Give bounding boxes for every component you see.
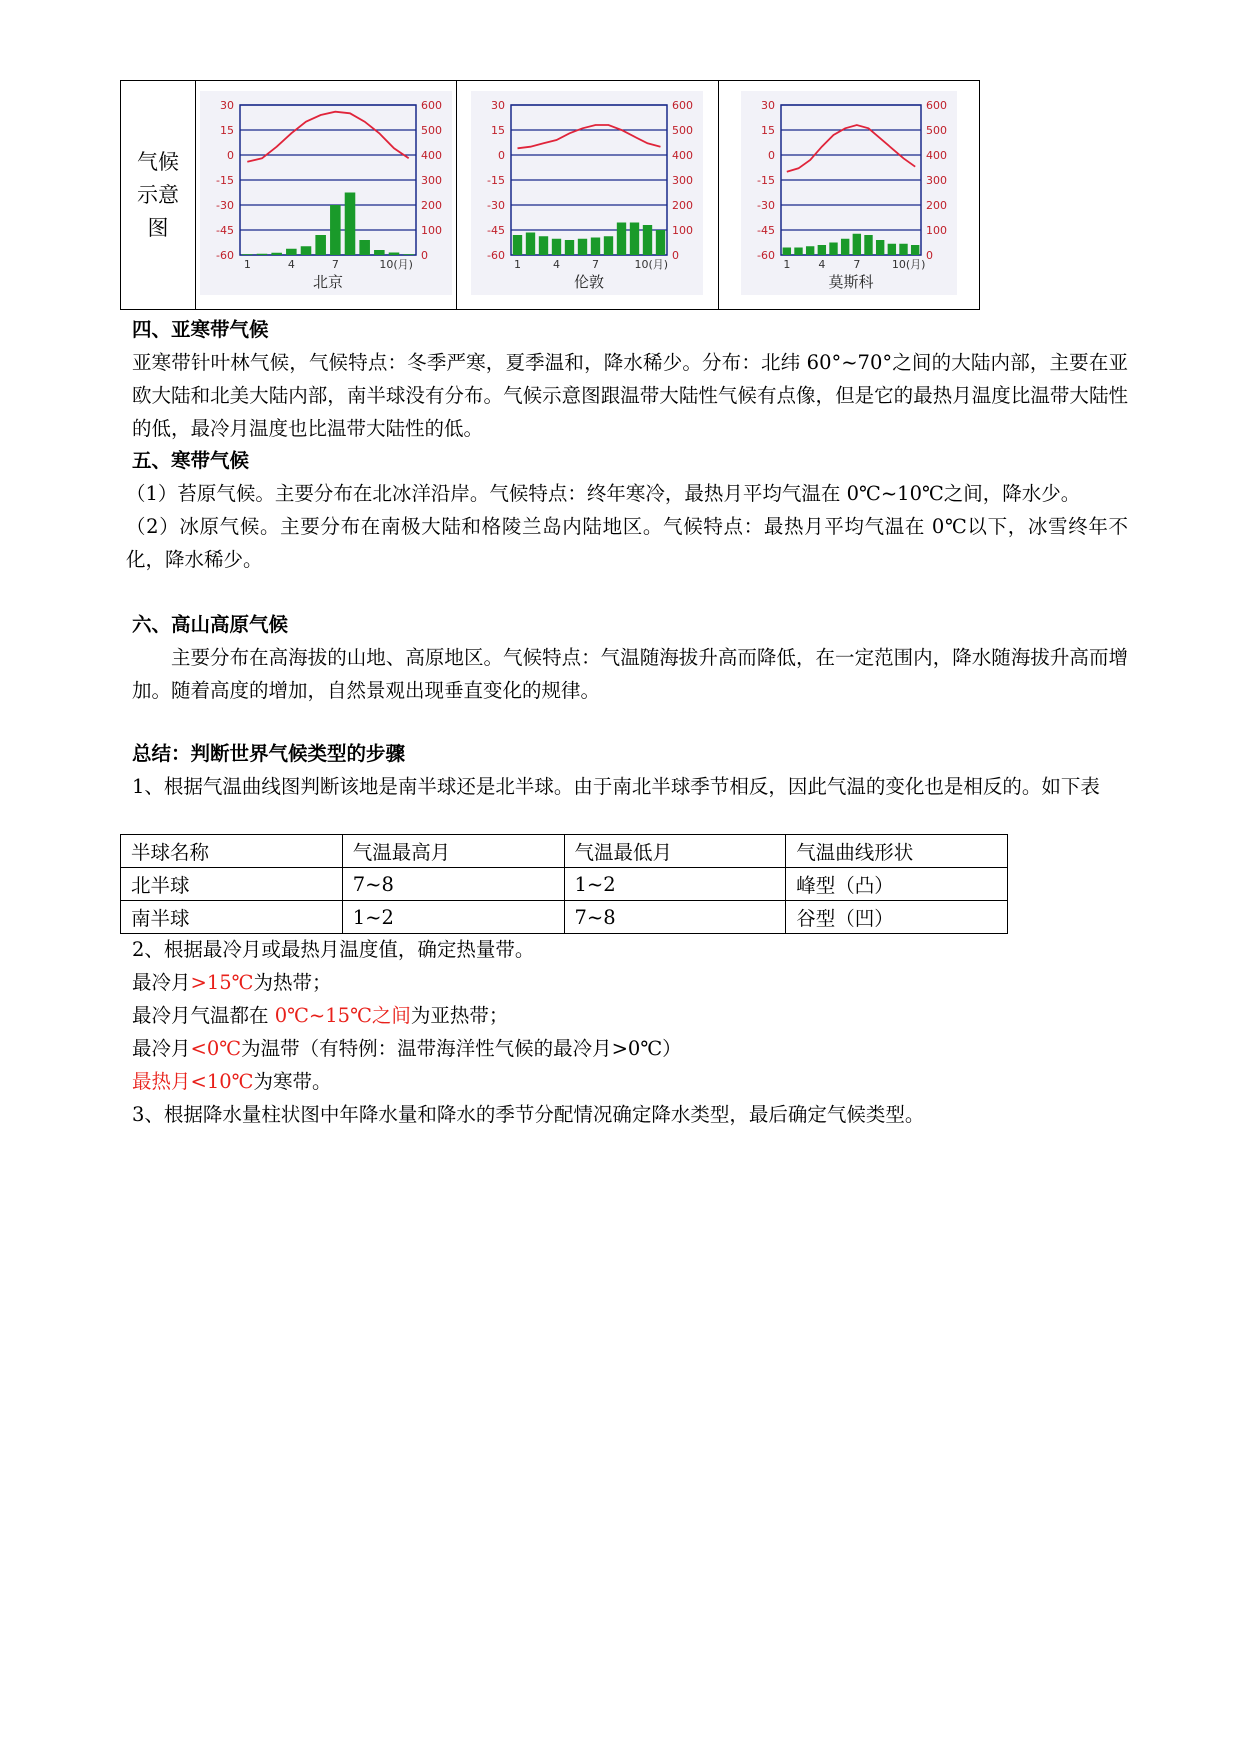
precip-tick-label: 200: [421, 199, 443, 212]
precip-bar: [806, 246, 814, 255]
rule-line: [132, 966, 1128, 999]
month-tick-label: 4: [287, 258, 295, 271]
section-heading: 总结：判断世界气候类型的步骤: [132, 742, 406, 765]
month-tick-label: 4: [818, 258, 826, 271]
temp-tick-label: 30: [220, 99, 235, 112]
precip-bar: [316, 235, 327, 255]
table-header-cell: 气温曲线形状: [786, 835, 1008, 868]
month-tick-label: 1: [514, 258, 522, 271]
month-tick-label: 7: [853, 258, 861, 271]
table-cell: 1~2: [342, 901, 564, 934]
temp-tick-label: 0: [767, 149, 775, 162]
paragraph: 2、根据最冷月或最热月温度值，确定热量带。: [132, 938, 535, 961]
precip-tick-label: 500: [421, 124, 443, 137]
table-cell: 7~8: [342, 868, 564, 901]
precip-tick-label: 400: [421, 149, 443, 162]
month-tick-label: 1: [243, 258, 251, 271]
temp-tick-label: 0: [498, 149, 506, 162]
precip-bar: [360, 240, 371, 255]
temp-tick-label: -30: [756, 199, 775, 212]
rule-text: 最冷月气温都在: [132, 1004, 275, 1027]
rule-highlight: 最热月<10℃: [132, 1070, 254, 1093]
rule-text: 为热带；: [253, 971, 332, 994]
section-highland: [132, 608, 1128, 707]
temp-line: [787, 125, 915, 172]
temp-tick-label: 30: [491, 99, 506, 112]
row-label-line: 示意: [137, 182, 179, 207]
precip-tick-label: 600: [421, 99, 443, 112]
temp-tick-label: -45: [756, 224, 775, 237]
precip-bar: [565, 240, 574, 255]
row-label-line: 气候: [137, 149, 179, 174]
temp-tick-label: -45: [216, 224, 235, 237]
table-row: [121, 868, 1008, 901]
temp-line: [247, 112, 408, 162]
rule-text: 为亚热带；: [410, 1004, 509, 1027]
precip-tick-label: 500: [672, 124, 694, 137]
temp-line: [518, 125, 661, 148]
precip-tick-label: 500: [925, 124, 947, 137]
precip-bar: [829, 243, 837, 256]
rule-highlight: 0℃~15℃之间: [274, 1004, 411, 1027]
precip-bar: [630, 223, 639, 256]
precip-bar: [899, 244, 907, 255]
precip-bar: [794, 248, 802, 256]
month-tick-label: 10(月): [379, 258, 414, 271]
paragraph: 亚寒带针叶林气候，气候特点：冬季严寒，夏季温和，降水稀少。分布：北纬 60°~70°之间的大陆内部，主要在亚欧大陆和北美大陆内部，南半球没有分布。气候示意图跟温带大陆性气候有点像，但是它的最热月温度比温带大陆性的低，最冷月温度也比温带大陆性的低。: [132, 351, 1128, 440]
summary-steps: [132, 933, 1128, 1131]
climate-chart-london: [471, 91, 703, 295]
month-tick-label: 10(月): [634, 258, 669, 271]
paragraph: 主要分布在高海拔的山地、高原地区。气候特点：气温随海拔升高而降低，在一定范围内，降水随海拔升高而增加。随着高度的增加，自然景观出现垂直变化的规律。: [132, 646, 1128, 702]
section-heading: 六、高山高原气候: [132, 613, 289, 636]
precip-bar: [374, 250, 385, 255]
rule-line: [132, 1065, 1128, 1098]
precip-bar: [782, 248, 790, 256]
precip-bar: [552, 239, 561, 255]
precip-bar: [817, 245, 825, 255]
precip-bar: [643, 225, 652, 255]
climate-chart-svg: [471, 91, 703, 295]
rule-line: [132, 1032, 1128, 1065]
precip-tick-label: 0: [672, 249, 680, 262]
table-header-cell: 半球名称: [121, 835, 343, 868]
precip-bar: [242, 254, 253, 255]
section-subarctic: [132, 313, 1128, 445]
rule-text: 为温带（有特例：温带海洋性气候的最冷月>0℃）: [241, 1037, 682, 1060]
precip-tick-label: 200: [925, 199, 947, 212]
precip-bar: [389, 253, 400, 256]
month-tick-label: 7: [592, 258, 600, 271]
precip-bar: [272, 253, 283, 255]
climate-chart-svg: [200, 91, 452, 295]
temp-tick-label: -15: [487, 174, 506, 187]
paragraph: （1）苔原气候。主要分布在北冰洋沿岸。气候特点：终年寒冷，最热月平均气温在 0℃~10℃之间，降水少。: [126, 482, 1081, 505]
temp-tick-label: 15: [491, 124, 506, 137]
temp-tick-label: -30: [487, 199, 506, 212]
temp-tick-label: -30: [216, 199, 235, 212]
precip-tick-label: 100: [421, 224, 443, 237]
precip-bar: [591, 238, 600, 256]
table-header-cell: 气温最高月: [342, 835, 564, 868]
paragraph: 3、根据降水量柱状图中年降水量和降水的季节分配情况确定降水类型，最后确定气候类型。: [132, 1103, 925, 1126]
precip-tick-label: 600: [672, 99, 694, 112]
precip-bar: [301, 246, 312, 255]
precip-bar: [513, 235, 522, 255]
precip-tick-label: 400: [925, 149, 947, 162]
temp-tick-label: -15: [216, 174, 235, 187]
precip-bar: [404, 254, 415, 255]
temp-tick-label: 30: [760, 99, 775, 112]
month-tick-label: 10(月): [891, 258, 926, 271]
city-label: 北京: [313, 273, 344, 291]
rule-text: 为寒带。: [253, 1070, 332, 1093]
precip-tick-label: 600: [925, 99, 947, 112]
precip-bar: [604, 236, 613, 255]
temp-tick-label: 0: [227, 149, 235, 162]
hemisphere-table: [120, 834, 1008, 934]
table-cell: 峰型（凸）: [786, 868, 1008, 901]
city-label: 莫斯科: [828, 273, 874, 291]
precip-bar: [887, 244, 895, 255]
precip-bar: [257, 254, 268, 255]
precip-bar: [617, 223, 626, 256]
table-cell: 1~2: [564, 868, 786, 901]
precip-tick-label: 400: [672, 149, 694, 162]
precip-tick-label: 0: [421, 249, 429, 262]
precip-bar: [911, 245, 919, 255]
section-heading: 四、亚寒带气候: [132, 318, 269, 341]
table-cell: 谷型（凹）: [786, 901, 1008, 934]
table-row: [121, 901, 1008, 934]
table-cell: 7~8: [564, 901, 786, 934]
chart-cell-moscow: [718, 81, 979, 310]
precip-bar: [841, 239, 849, 255]
section-heading: 五、寒带气候: [132, 449, 250, 472]
climate-chart-moscow: [741, 91, 957, 295]
precip-tick-label: 300: [421, 174, 443, 187]
precip-tick-label: 100: [672, 224, 694, 237]
rule-highlight: <0℃: [190, 1037, 242, 1060]
precip-bar: [286, 249, 297, 255]
section-frigid: [126, 444, 1128, 576]
temp-tick-label: -15: [756, 174, 775, 187]
city-label: 伦敦: [574, 273, 605, 291]
precip-tick-label: 200: [672, 199, 694, 212]
table-header-row: [121, 835, 1008, 868]
precip-bar: [656, 230, 665, 255]
precip-bar: [864, 235, 872, 255]
temp-tick-label: -60: [756, 249, 775, 262]
row-label-line: 图: [147, 215, 169, 240]
climate-figure-table: [120, 80, 980, 310]
precip-bar: [539, 236, 548, 255]
climate-figure-row-label: [121, 81, 196, 310]
precip-bar: [578, 239, 587, 255]
table-cell: 北半球: [121, 868, 343, 901]
temp-tick-label: -60: [487, 249, 506, 262]
precip-bar: [876, 240, 884, 255]
paragraph: 1、根据气温曲线图判断该地是南半球还是北半球。由于南北半球季节相反，因此气温的变化也是相反的。如下表: [132, 775, 1100, 798]
precip-tick-label: 100: [925, 224, 947, 237]
precip-tick-label: 300: [672, 174, 694, 187]
precip-bar: [330, 205, 341, 255]
temp-tick-label: 15: [760, 124, 775, 137]
table-cell: 南半球: [121, 901, 343, 934]
section-summary: [132, 737, 1128, 803]
table-header-cell: 气温最低月: [564, 835, 786, 868]
precip-bar: [345, 193, 356, 256]
paragraph: （2）冰原气候。主要分布在南极大陆和格陵兰岛内陆地区。气候特点：最热月平均气温在 0℃以下，冰雪终年不化，降水稀少。: [126, 515, 1128, 571]
chart-cell-beijing: [196, 81, 457, 310]
rule-text: 最冷月: [132, 1037, 191, 1060]
temp-tick-label: -45: [487, 224, 506, 237]
rule-line: [132, 999, 1128, 1032]
precip-bar: [852, 234, 860, 255]
month-tick-label: 4: [553, 258, 561, 271]
temp-tick-label: -60: [216, 249, 235, 262]
rule-text: 最冷月: [132, 971, 191, 994]
precip-bar: [526, 233, 535, 256]
rule-highlight: >15℃: [190, 971, 254, 994]
month-tick-label: 7: [331, 258, 339, 271]
climate-chart-beijing: [200, 91, 452, 295]
chart-cell-london: [457, 81, 718, 310]
temp-tick-label: 15: [220, 124, 235, 137]
month-tick-label: 1: [783, 258, 791, 271]
climate-chart-svg: [741, 91, 957, 295]
precip-tick-label: 0: [925, 249, 933, 262]
precip-tick-label: 300: [925, 174, 947, 187]
